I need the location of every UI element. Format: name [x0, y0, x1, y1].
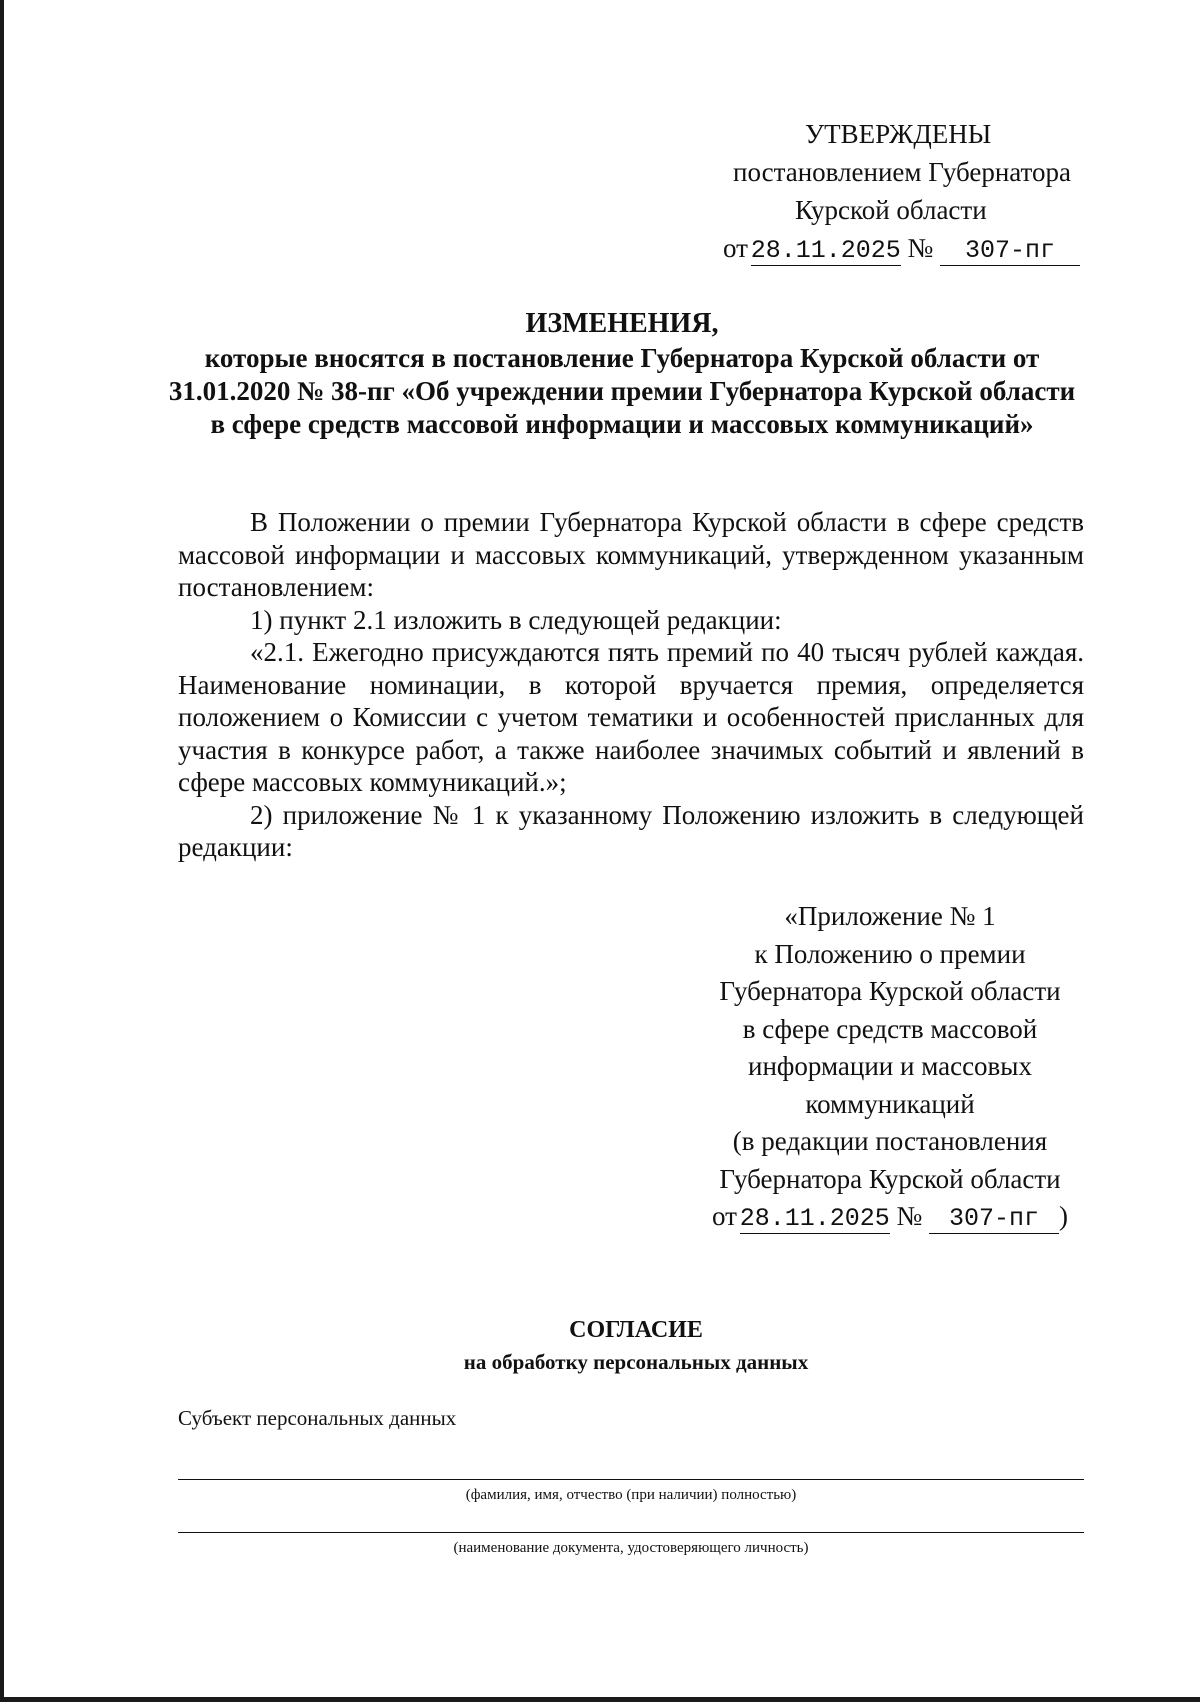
document-caption: (наименование документа, удостоверяющего личность) — [453, 1540, 809, 1556]
document-fill-line — [178, 1532, 1084, 1533]
approval-date-line — [723, 229, 1080, 267]
appendix-number-sign: № — [896, 1201, 923, 1231]
consent-heading: СОГЛАСИЕ — [569, 1317, 703, 1343]
appendix-line: Губернатора Курской области — [719, 976, 1061, 1006]
appendix-line: (в редакции постановления — [732, 1126, 1048, 1156]
title-subtitle: которые вносятся в постановление Губернатора Курской области от 31.01.2020 № 38-пг «Об учреждении премии Губернатора Курской области в сфере средств массовой информации и массовых коммуникаций» — [168, 343, 1076, 439]
approval-number-sign: № — [907, 233, 934, 263]
approval-number: 307-пг — [940, 237, 1080, 266]
name-caption: (фамилия, имя, отчество (при наличии) полностью) — [465, 1487, 797, 1503]
approval-line-decree: постановлением Губернатора — [733, 157, 1071, 187]
title-heading: ИЗМЕНЕНИЯ, — [525, 308, 719, 339]
body-text — [178, 506, 1084, 864]
appendix-date: 28.11.2025 — [739, 1204, 890, 1233]
appendix-line: в сфере средств массовой — [742, 1013, 1038, 1044]
appendix-line: Губернатора Курской области — [719, 1163, 1061, 1194]
body-paragraph-item-2: 2) приложение № 1 к указанному Положению изложить в следующей редакции: — [178, 799, 1084, 862]
scan-edge-bottom — [0, 1697, 1200, 1702]
appendix-date-prefix: от — [712, 1201, 737, 1231]
appendix-line: коммуникаций — [805, 1088, 975, 1119]
body-paragraph-item-1: 1) пункт 2.1 изложить в следующей редакции: — [250, 604, 782, 635]
appendix-number: 307-пг — [929, 1205, 1059, 1234]
body-paragraph-intro: В Положении о премии Губернатора Курской области в сфере средств массовой информации и массовых коммуникаций, утвержденном указанным постановлением: — [178, 507, 1084, 602]
scan-edge-left — [0, 0, 4, 1702]
approval-date-prefix: от — [723, 233, 748, 263]
appendix-line: «Приложение № 1 — [784, 901, 996, 931]
appendix-closing: ) — [1058, 1201, 1068, 1231]
appendix-line: информации и массовых — [748, 1051, 1032, 1081]
approval-date: 28.11.2025 — [750, 236, 901, 265]
approval-title: УТВЕРЖДЕНЫ — [805, 119, 992, 149]
appendix-block — [700, 898, 1080, 1236]
subject-label: Субъект персональных данных — [178, 1406, 457, 1430]
body-paragraph-quote: «2.1. Ежегодно присуждаются пять премий по 40 тысяч рублей каждая. Наименование номинации, в которой вручается премия, определяется положением о Комиссии с учетом тематики и особенностей присланных для участия в конкурсе работ, а также наиболее значимых событий и явлений в сфере массовых коммуникаций.»; — [178, 637, 1084, 797]
appendix-date-line — [700, 1198, 1080, 1236]
consent-title — [300, 1313, 972, 1377]
approval-line-region: Курской области — [795, 195, 987, 225]
consent-subheading: на обработку персональных данных — [463, 1350, 809, 1374]
document-title — [160, 307, 1084, 441]
appendix-line: к Положению о премии — [754, 938, 1026, 969]
name-fill-line — [178, 1479, 1084, 1480]
